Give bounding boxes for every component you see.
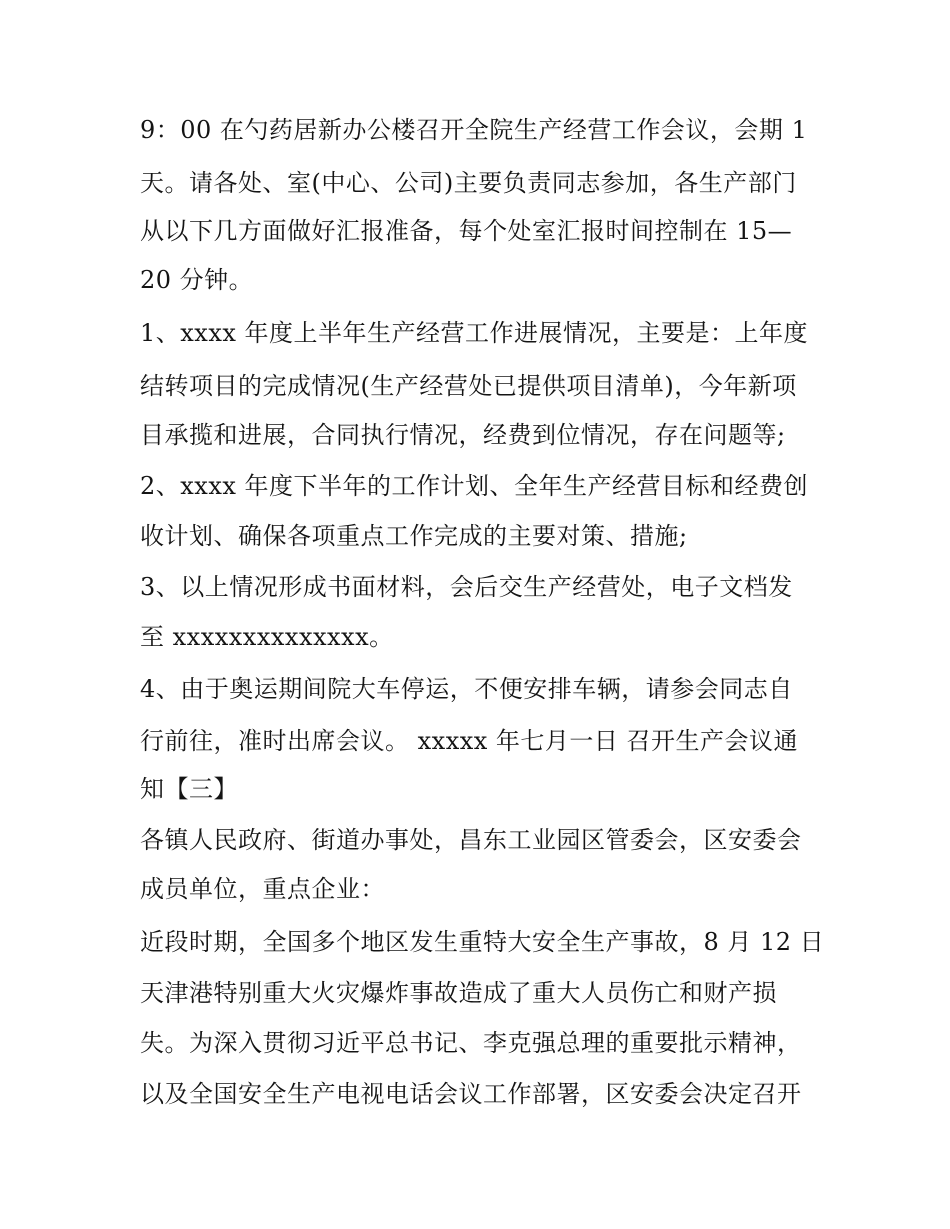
text-line: 4、由于奥运期间院大车停运，不便安排车辆，请参会同志自 <box>140 675 793 703</box>
text-line: 行前往，准时出席会议。 xxxxx 年七月一日 召开生产会议通 <box>140 727 799 755</box>
text-line: 结转项目的完成情况(生产经营处已提供项目清单)，今年新项 <box>140 372 797 400</box>
text-line: 至 xxxxxxxxxxxxxx。 <box>140 623 394 651</box>
text-line: 各镇人民政府、街道办事处，昌东工业园区管委会，区安委会 <box>140 826 802 854</box>
text-line: 收计划、确保各项重点工作完成的主要对策、措施; <box>140 522 688 550</box>
text-line: 天。请各处、室(中心、公司)主要负责同志参加，各生产部门 <box>140 169 797 197</box>
text-line: 天津港特别重大火灾爆炸事故造成了重大人员伤亡和财产损 <box>140 979 777 1007</box>
text-line: 2、xxxx 年度下半年的工作计划、全年生产经营目标和经费创 <box>140 472 809 500</box>
text-line: 成员单位，重点企业： <box>140 875 385 903</box>
text-line: 1、xxxx 年度上半年生产经营工作进展情况，主要是：上年度 <box>140 319 809 347</box>
text-line: 从以下几方面做好汇报准备，每个处室汇报时间控制在 15— <box>140 217 793 245</box>
text-line: 目承揽和进展，合同执行情况，经费到位情况，存在问题等; <box>140 421 786 449</box>
text-line: 近段时期，全国多个地区发生重特大安全生产事故，8 月 12 日 <box>140 928 825 956</box>
text-line: 以及全国安全生产电视电话会议工作部署，区安委会决定召开 <box>140 1080 802 1108</box>
text-line: 3、以上情况形成书面材料，会后交生产经营处，电子文档发 <box>140 573 793 601</box>
text-line: 20 分钟。 <box>140 266 254 294</box>
text-line: 9：00 在勺药居新办公楼召开全院生产经营工作会议，会期 1 <box>140 116 808 144</box>
text-line: 知【三】 <box>140 775 238 803</box>
text-line: 失。为深入贯彻习近平总书记、李克强总理的重要批示精神， <box>140 1029 802 1057</box>
